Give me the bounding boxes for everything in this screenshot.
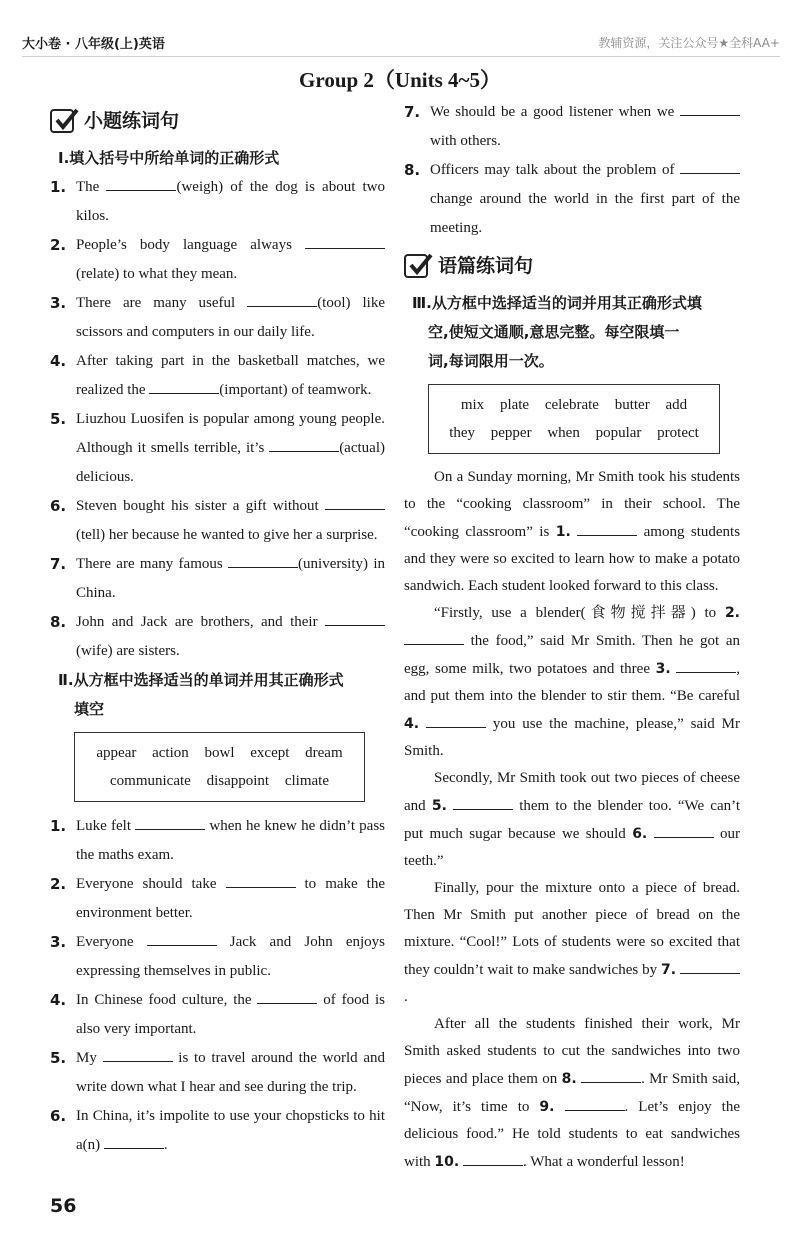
item-text: of food is also very important. (76, 992, 385, 1037)
blank-number: 6. (632, 826, 648, 842)
word-bank-word: pepper (490, 425, 532, 441)
answer-blank[interactable] (680, 956, 740, 974)
word-bank-word: climate (284, 773, 329, 789)
section-heading-text: 小题练词句 (84, 109, 180, 132)
word-bank-word: popular (595, 425, 642, 441)
item-text: There are many famous (76, 556, 223, 572)
item-text: (important) of teamwork. (219, 382, 372, 398)
item-number: 3. (50, 294, 67, 312)
word-bank-word: communicate (110, 773, 191, 789)
item-text: In Chinese food culture, the (76, 992, 252, 1008)
word-bank-row (439, 391, 709, 419)
item-text: We should be a good listener when we (430, 104, 675, 120)
item-text: Luke felt (76, 818, 131, 834)
list-item (50, 347, 385, 405)
book-title: 大小卷 · 八年级(上)英语 (22, 37, 165, 52)
word-bank-row (439, 419, 709, 447)
answer-blank[interactable] (453, 792, 513, 810)
answer-blank[interactable] (104, 1131, 164, 1149)
blank-number: 4. (404, 716, 420, 732)
checkmark-icon (404, 254, 428, 278)
header-divider (22, 56, 780, 57)
word-bank-word: plate (499, 397, 530, 413)
answer-blank[interactable] (228, 550, 298, 568)
item-text: is to travel around the world and write down what I hear and see during the trip. (76, 1050, 386, 1095)
word-bank-word: add (665, 397, 688, 413)
word-bank-row (85, 767, 354, 795)
item-text: (relate) to what they mean. (76, 266, 238, 282)
item-number: 5. (50, 410, 67, 428)
item-number: 1. (50, 178, 67, 196)
blank-number: 2. (724, 605, 740, 621)
item-text: Steven bought his sister a gift without (76, 498, 319, 514)
item-number: 1. (50, 817, 67, 835)
item-text: John and Jack are brothers, and their (76, 614, 318, 630)
item-text: In China, it’s impolite to use your chopsticks to hit a(n) (76, 1108, 385, 1153)
page-title: Group 2（Units 4~5） (299, 68, 501, 92)
item-number: 5. (50, 1049, 67, 1067)
right-column (404, 98, 740, 1176)
word-bank-word: appear (96, 745, 137, 761)
word-bank-row (85, 739, 354, 767)
item-text: with others. (430, 133, 501, 149)
item-number: 4. (50, 991, 67, 1009)
item-text: People’s body language always (76, 237, 292, 253)
item-text: (tool) like scissors and computers in our daily life. (76, 295, 385, 340)
list-item (404, 156, 740, 243)
word-bank-word: action (152, 745, 189, 761)
blank-number: 5. (431, 798, 447, 814)
blank-number: 8. (561, 1071, 577, 1087)
item-text: (actual) delicious. (76, 440, 385, 485)
item-text: Everyone should take (76, 876, 217, 892)
word-bank-word: except (250, 745, 290, 761)
answer-blank[interactable] (680, 98, 740, 116)
item-text: (university) in China. (76, 556, 385, 601)
section-heading-text: 语篇练词句 (438, 254, 534, 277)
part1-title: Ⅰ.填入括号中所给单词的正确形式 (58, 149, 280, 167)
answer-blank[interactable] (106, 173, 176, 191)
item-text: when he knew he didn’t pass the maths exam. (76, 818, 385, 863)
item-text: Everyone (76, 934, 134, 950)
checkmark-icon (50, 109, 74, 133)
item-text: The (76, 179, 100, 195)
list-item (50, 870, 385, 928)
answer-blank[interactable] (654, 820, 714, 838)
blank-number: 9. (539, 1099, 555, 1115)
item-number: 7. (50, 555, 67, 573)
list-item (50, 812, 385, 870)
answer-blank[interactable] (247, 289, 317, 307)
blank-number: 7. (661, 962, 677, 978)
passage-paragraph: After all the students finished their work, Mr Smith asked students to cut the sandwiches into two pieces and place them on 8. . Mr Smith said, “Now, it’s time to 9. . Let’s enjoy the delicious food.” He told students to eat sandwiches with 10. . What a wonderful lesson! (404, 1016, 741, 1170)
list-item (50, 492, 385, 550)
item-text: Jack and John enjoys expressing themselves in public. (76, 934, 385, 979)
item-number: 8. (50, 613, 67, 631)
item-text: (wife) are sisters. (76, 643, 180, 659)
item-text: Liuzhou Luosifen is popular among young people. Although it smells terrible, it’s (76, 411, 385, 456)
word-bank-box (74, 732, 365, 802)
answer-blank[interactable] (226, 870, 296, 888)
part2-title: Ⅱ.从方框中选择适当的单词并用其正确形式 (58, 671, 344, 689)
left-column (50, 98, 385, 1160)
list-item (50, 173, 385, 231)
answer-blank[interactable] (325, 608, 385, 626)
word-bank-word: mix (460, 397, 485, 413)
passage-paragraph: Secondly, Mr Smith took out two pieces of cheese and 5. them to the blender too. “We can’t put much sugar because we should 6. our teeth.” (404, 770, 740, 869)
item-text: . (163, 1137, 168, 1153)
answer-blank[interactable] (680, 156, 740, 174)
word-bank-box (428, 384, 720, 454)
list-item (50, 405, 385, 492)
watermark-text: 教辅资源，关注公众号★全科AA+ (598, 36, 780, 50)
item-text: (weigh) of the dog is about two kilos. (76, 179, 385, 224)
part3-title-cont: 空,使短文通顺,意思完整。每空限填一 (428, 323, 680, 341)
blank-number: 10. (434, 1154, 460, 1170)
answer-blank[interactable] (135, 812, 205, 830)
word-bank-word: butter (614, 397, 650, 413)
list-item (50, 550, 385, 608)
list-item (50, 928, 385, 986)
answer-blank[interactable] (269, 434, 339, 452)
part3-title: Ⅲ.从方框中选择适当的词并用其正确形式填 (412, 294, 702, 312)
word-bank-word: protect (657, 425, 699, 441)
item-number: 7. (404, 103, 421, 121)
answer-blank[interactable] (404, 627, 464, 645)
list-item (50, 289, 385, 347)
word-bank-word: celebrate (544, 397, 599, 413)
answer-blank[interactable] (577, 518, 637, 536)
passage-paragraph: On a Sunday morning, Mr Smith took his students to the “cooking classroom” in their school. The “cooking classroom” is 1. among students and they were so excited to learn how to make a potato sandwich. Each student looked forward to this class. (404, 469, 741, 594)
item-number: 3. (50, 933, 67, 951)
section-heading-2 (404, 243, 740, 289)
item-text: to make the environment better. (76, 876, 386, 921)
list-item (50, 1102, 385, 1160)
item-number: 2. (50, 875, 67, 893)
answer-blank[interactable] (565, 1093, 625, 1111)
answer-blank[interactable] (149, 376, 219, 394)
blank-number: 3. (655, 661, 671, 677)
passage-paragraph: “Firstly, use a blender(食物搅拌器) to 2. the food,” said Mr Smith. Then he got an egg, some milk, two potatoes and three 3. , and put them into the blender to stir them. “Be careful 4. you use the machine, please,” said Mr Smith. (404, 605, 741, 759)
reading-passage (404, 464, 740, 1176)
item-text: Officers may talk about the problem of (430, 162, 675, 178)
answer-blank[interactable] (676, 655, 736, 673)
passage-paragraph: Finally, pour the mixture onto a piece of bread. Then Mr Smith put another piece of bread on the mixture. “Cool!” Lots of students were so excited that they couldn’t wait to make sandwiches by 7. . (404, 880, 740, 1005)
section-heading-1 (50, 98, 385, 144)
item-text: change around the world in the first part of the meeting. (430, 191, 740, 236)
part3-title-cont: 词,每词限用一次。 (428, 352, 554, 370)
page-number: 56 (50, 1195, 77, 1217)
item-number: 2. (50, 236, 67, 254)
item-text: There are many useful (76, 295, 236, 311)
part2-title-cont: 填空 (74, 700, 105, 718)
list-item (50, 986, 385, 1044)
answer-blank[interactable] (305, 231, 385, 249)
item-number: 6. (50, 1107, 67, 1125)
list-item (50, 1044, 385, 1102)
word-bank-word: bowl (204, 745, 235, 761)
word-bank-word: they (449, 425, 476, 441)
item-text: (tell) her because he wanted to give her a surprise. (76, 527, 378, 543)
item-text: After taking part in the basketball matches, we realized the (76, 353, 385, 398)
word-bank-word: disappoint (206, 773, 270, 789)
answer-blank[interactable] (426, 710, 486, 728)
list-item (50, 231, 385, 289)
item-number: 6. (50, 497, 67, 515)
list-item (404, 98, 740, 156)
item-text: My (76, 1050, 97, 1066)
answer-blank[interactable] (103, 1044, 173, 1062)
answer-blank[interactable] (257, 986, 317, 1004)
answer-blank[interactable] (581, 1065, 641, 1083)
answer-blank[interactable] (325, 492, 385, 510)
word-bank-word: when (547, 425, 580, 441)
word-bank-word: dream (305, 745, 343, 761)
blank-number: 1. (555, 524, 571, 540)
answer-blank[interactable] (147, 928, 217, 946)
item-number: 4. (50, 352, 67, 370)
answer-blank[interactable] (463, 1148, 523, 1166)
list-item (50, 608, 385, 666)
item-number: 8. (404, 161, 421, 179)
